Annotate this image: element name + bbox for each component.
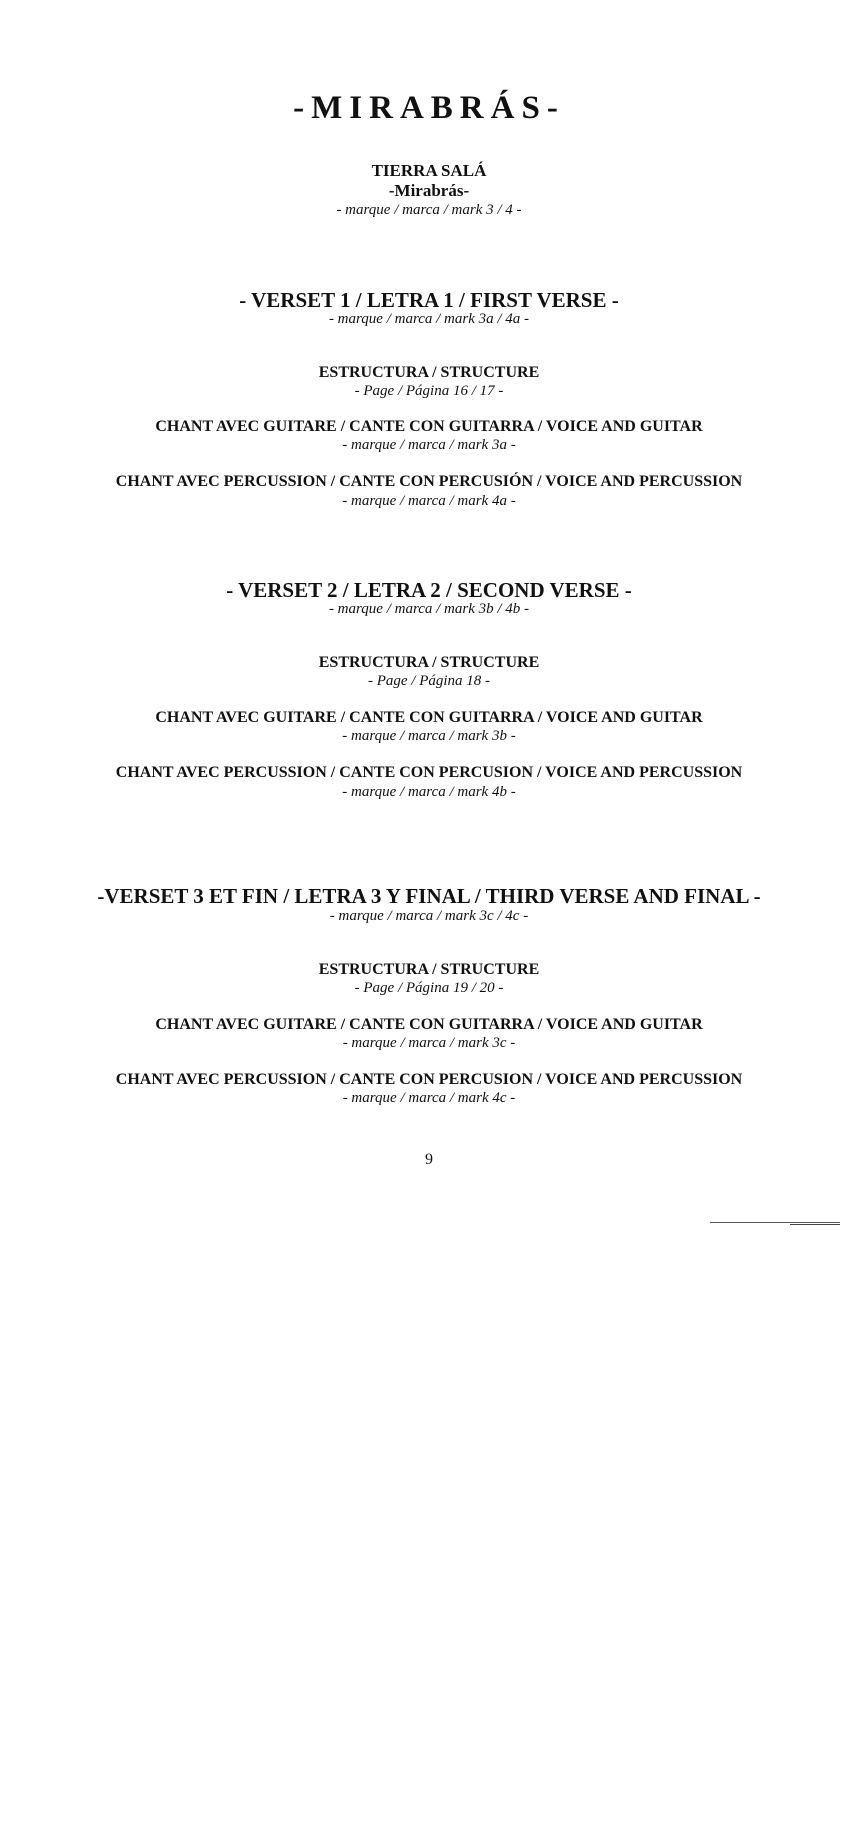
structure-label: ESTRUCTURA / STRUCTURE [318, 654, 540, 671]
scan-rule-line [710, 1222, 840, 1223]
verse-mark: - marque / marca / mark 3b / 4b - [328, 601, 530, 617]
structure-page: - Page / Página 16 / 17 - [354, 383, 504, 399]
verse-heading: - VERSET 1 / LETRA 1 / FIRST VERSE - [239, 288, 619, 312]
percussion-label: CHANT AVEC PERCUSSION / CANTE CON PERCUSION / VOICE AND PERCUSSION [115, 1071, 743, 1088]
guitar-mark: - marque / marca / mark 3c - [342, 1035, 516, 1051]
structure-label: ESTRUCTURA / STRUCTURE [318, 364, 540, 381]
intro-mark: - marque / marca / mark 3 / 4 - [336, 202, 522, 218]
guitar-mark: - marque / marca / mark 3b - [342, 728, 516, 744]
verse-heading: -VERSET 3 ET FIN / LETRA 3 Y FINAL / THIRD VERSE AND FINAL - [97, 884, 761, 908]
intro-name: -Mirabrás- [388, 181, 470, 200]
percussion-mark: - marque / marca / mark 4c - [342, 1090, 516, 1106]
verse-mark: - marque / marca / mark 3a / 4a - [328, 311, 530, 327]
intro-subtitle: TIERRA SALÁ [371, 161, 487, 180]
percussion-label: CHANT AVEC PERCUSSION / CANTE CON PERCUSION / VOICE AND PERCUSSION [115, 764, 743, 781]
guitar-label: CHANT AVEC GUITARE / CANTE CON GUITARRA / VOICE AND GUITAR [155, 418, 703, 435]
verse-mark: - marque / marca / mark 3c / 4c - [329, 908, 529, 924]
percussion-mark: - marque / marca / mark 4b - [342, 784, 516, 800]
verse-heading: - VERSET 2 / LETRA 2 / SECOND VERSE - [226, 578, 632, 602]
scan-rule-line-accent [790, 1224, 840, 1225]
guitar-label: CHANT AVEC GUITARE / CANTE CON GUITARRA / VOICE AND GUITAR [155, 709, 703, 726]
structure-page: - Page / Página 18 - [367, 673, 491, 689]
percussion-label: CHANT AVEC PERCUSSION / CANTE CON PERCUSIÓN / VOICE AND PERCUSSION [115, 473, 743, 490]
structure-page: - Page / Página 19 / 20 - [354, 980, 504, 996]
guitar-label: CHANT AVEC GUITARE / CANTE CON GUITARRA / VOICE AND GUITAR [155, 1016, 703, 1033]
page-number: 9 [425, 1151, 433, 1168]
structure-label: ESTRUCTURA / STRUCTURE [318, 961, 540, 978]
guitar-mark: - marque / marca / mark 3a - [342, 437, 516, 453]
page-title: -MIRABRÁS- [293, 90, 565, 126]
percussion-mark: - marque / marca / mark 4a - [342, 493, 516, 509]
